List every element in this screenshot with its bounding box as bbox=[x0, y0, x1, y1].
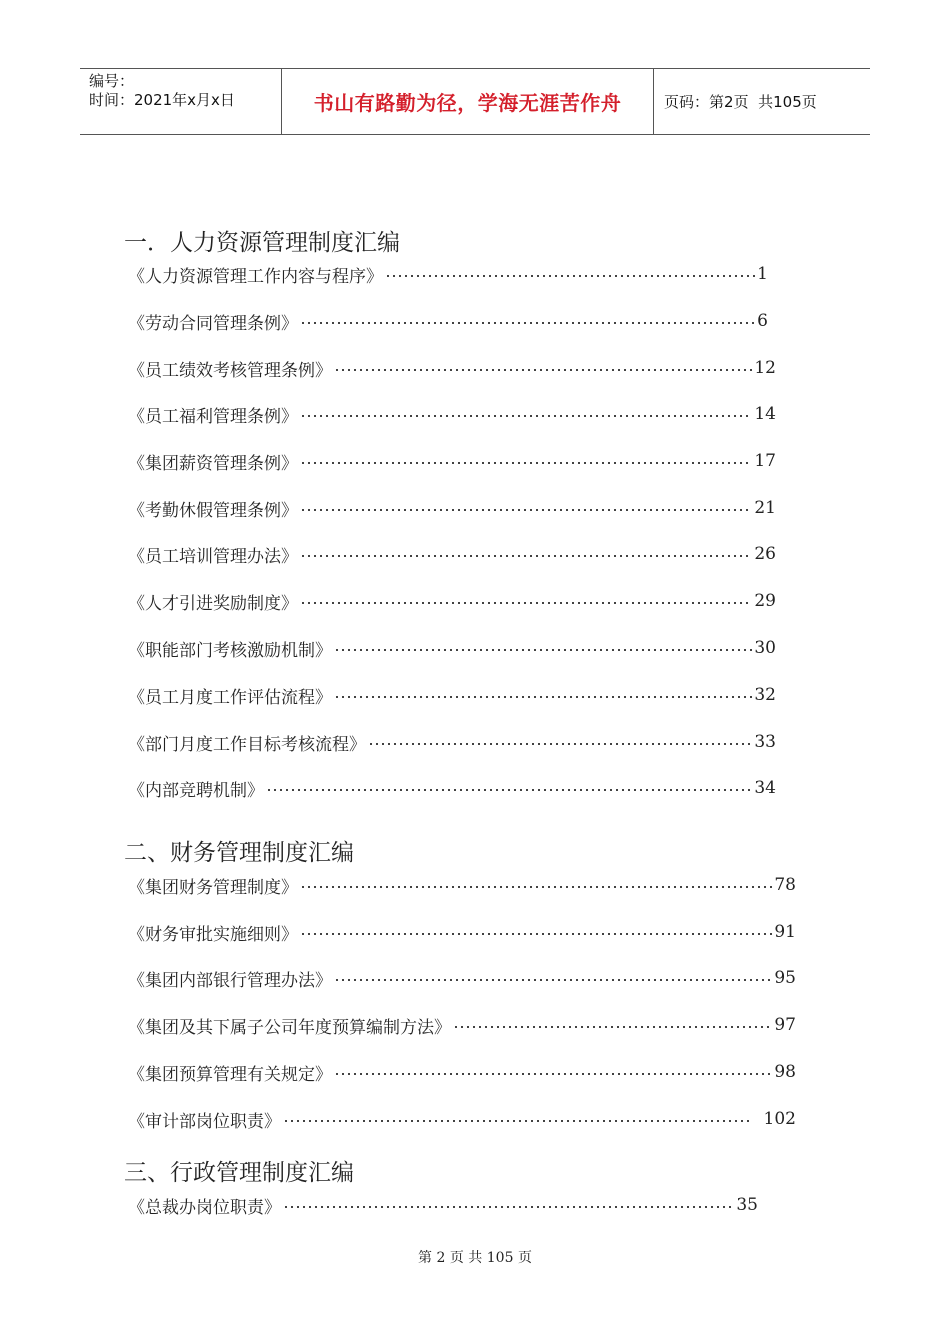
header-motto: 书山有路勤为径，学海无涯苦作舟 bbox=[282, 69, 654, 134]
dot-leader bbox=[334, 369, 752, 371]
page-mid: 页 共 bbox=[733, 93, 774, 111]
toc-entry-title: 《员工月度工作评估流程》 bbox=[128, 687, 332, 708]
toc-entry[interactable] bbox=[128, 873, 796, 897]
dot-leader bbox=[300, 602, 752, 604]
page-prefix: 页码：第 bbox=[664, 93, 725, 111]
section-title-hr: 一．人力资源管理制度汇编 bbox=[124, 230, 400, 256]
dot-leader bbox=[300, 555, 752, 557]
toc-entry-page: 98 bbox=[774, 1062, 796, 1082]
toc-entry-page: 32 bbox=[754, 685, 776, 705]
toc-entry-page: 6 bbox=[757, 311, 768, 331]
footer-suffix: 页 bbox=[517, 1250, 532, 1266]
dot-leader bbox=[283, 1120, 752, 1122]
page-total: 105 bbox=[773, 92, 802, 111]
page-header bbox=[80, 68, 870, 135]
dot-leader bbox=[300, 933, 772, 935]
toc-entry[interactable] bbox=[128, 262, 768, 286]
toc-entry-page: 30 bbox=[754, 638, 776, 658]
dot-leader bbox=[334, 1073, 772, 1075]
toc-entry[interactable] bbox=[128, 309, 768, 333]
dot-leader bbox=[283, 1206, 734, 1208]
toc-entry[interactable] bbox=[128, 402, 776, 426]
toc-entry[interactable] bbox=[128, 1193, 758, 1217]
toc-entry-title: 《审计部岗位职责》 bbox=[128, 1111, 281, 1132]
toc-entry-page: 26 bbox=[754, 544, 776, 564]
toc-entry[interactable] bbox=[128, 356, 776, 380]
toc-entry-page: 12 bbox=[754, 358, 776, 378]
section-title-finance: 二、财务管理制度汇编 bbox=[124, 840, 354, 866]
toc-entry[interactable] bbox=[128, 449, 776, 473]
toc-entry[interactable] bbox=[128, 1013, 796, 1037]
header-meta bbox=[80, 69, 282, 134]
toc-entry-page: 91 bbox=[774, 922, 796, 942]
toc-entry-title: 《职能部门考核激励机制》 bbox=[128, 640, 332, 661]
time-label: 时间：2021年x月x日 bbox=[89, 91, 235, 109]
dot-leader bbox=[300, 886, 772, 888]
toc-entry-title: 《劳动合同管理条例》 bbox=[128, 313, 298, 334]
toc-entry-page: 97 bbox=[774, 1015, 796, 1035]
toc-entry-title: 《集团内部银行管理办法》 bbox=[128, 970, 332, 991]
toc-entry[interactable] bbox=[128, 776, 776, 800]
dot-leader bbox=[368, 743, 752, 745]
toc-entry[interactable] bbox=[128, 1107, 796, 1131]
toc-entry-title: 《内部竞聘机制》 bbox=[128, 780, 264, 801]
toc-entry-page: 29 bbox=[754, 591, 776, 611]
serial-label: 编号： bbox=[89, 72, 135, 90]
dot-leader bbox=[300, 509, 752, 511]
toc-entry-title: 《人力资源管理工作内容与程序》 bbox=[128, 266, 383, 287]
header-page-info bbox=[654, 69, 870, 134]
toc-entry-title: 《人才引进奖励制度》 bbox=[128, 593, 298, 614]
toc-entry[interactable] bbox=[128, 636, 776, 660]
toc-entry[interactable] bbox=[128, 542, 776, 566]
toc-entry[interactable] bbox=[128, 730, 776, 754]
toc-entry[interactable] bbox=[128, 1060, 796, 1084]
toc-entry[interactable] bbox=[128, 966, 796, 990]
dot-leader bbox=[453, 1026, 772, 1028]
toc-entry-title: 《员工培训管理办法》 bbox=[128, 546, 298, 567]
dot-leader bbox=[300, 462, 752, 464]
toc-entry-page: 35 bbox=[736, 1195, 758, 1215]
toc-entry-page: 1 bbox=[757, 264, 768, 284]
toc-entry-page: 95 bbox=[774, 968, 796, 988]
toc-entry-page: 33 bbox=[754, 732, 776, 752]
toc-entry-page: 14 bbox=[754, 404, 776, 424]
toc-entry-title: 《员工福利管理条例》 bbox=[128, 406, 298, 427]
page-footer bbox=[0, 1247, 950, 1267]
toc-entry-title: 《部门月度工作目标考核流程》 bbox=[128, 734, 366, 755]
toc-entry-title: 《集团及其下属子公司年度预算编制方法》 bbox=[128, 1017, 451, 1038]
page-number: 2 bbox=[724, 92, 734, 111]
page-suffix: 页 bbox=[801, 93, 817, 111]
toc-entry-page: 17 bbox=[754, 451, 776, 471]
toc-entry-title: 《集团预算管理有关规定》 bbox=[128, 1064, 332, 1085]
toc-entry-title: 《财务审批实施细则》 bbox=[128, 924, 298, 945]
footer-page-number: 2 bbox=[436, 1250, 446, 1266]
dot-leader bbox=[334, 649, 752, 651]
dot-leader bbox=[334, 979, 772, 981]
toc-entry-title: 《集团薪资管理条例》 bbox=[128, 453, 298, 474]
toc-entry[interactable] bbox=[128, 683, 776, 707]
toc-entry[interactable] bbox=[128, 589, 776, 613]
dot-leader bbox=[300, 415, 752, 417]
toc-entry-title: 《考勤休假管理条例》 bbox=[128, 500, 298, 521]
dot-leader bbox=[266, 789, 752, 791]
toc-entry[interactable] bbox=[128, 496, 776, 520]
dot-leader bbox=[385, 275, 755, 277]
toc-entry-page: 102 bbox=[763, 1109, 796, 1129]
toc-entry[interactable] bbox=[128, 920, 796, 944]
footer-mid: 页 共 bbox=[449, 1250, 483, 1266]
footer-total: 105 bbox=[486, 1250, 514, 1266]
dot-leader bbox=[334, 696, 752, 698]
toc-entry-page: 21 bbox=[754, 498, 776, 518]
toc-entry-title: 《员工绩效考核管理条例》 bbox=[128, 360, 332, 381]
toc-entry-title: 《总裁办岗位职责》 bbox=[128, 1197, 281, 1218]
toc-entry-page: 34 bbox=[754, 778, 776, 798]
toc-entry-title: 《集团财务管理制度》 bbox=[128, 877, 298, 898]
toc-entry-page: 78 bbox=[774, 875, 796, 895]
dot-leader bbox=[300, 322, 755, 324]
footer-prefix: 第 bbox=[418, 1250, 433, 1266]
section-title-admin: 三、行政管理制度汇编 bbox=[124, 1160, 354, 1186]
